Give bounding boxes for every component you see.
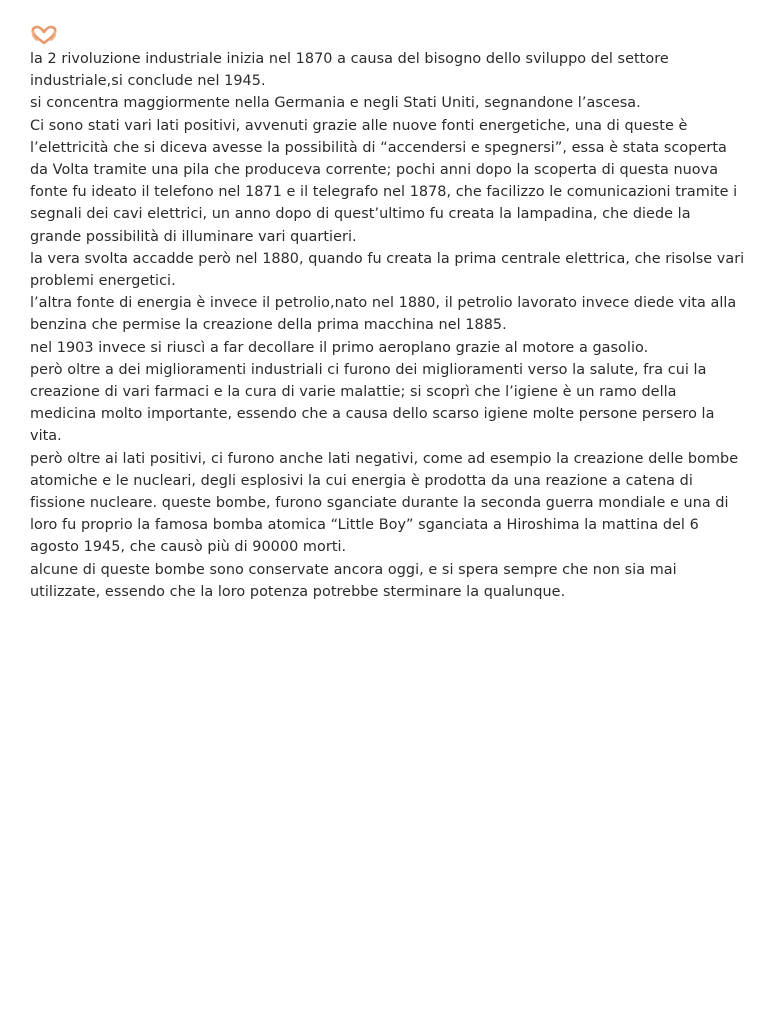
paragraph-1: la 2 rivoluzione industriale inizia nel 1870 a causa del bisogno dello sviluppo del settore industriale,si conclude nel 1945.	[30, 51, 669, 90]
paragraph-8: però oltre ai lati positivi, ci furono anche lati negativi, come ad esempio la creazione delle bombe atomiche e le nucleari, degli esplosivi la cui energia è prodotta da una reazione a catena di fissione nucleare. queste bombe, furono sganciate durante la seconda guerra mondiale e una di loro fu proprio la famosa bomba atomica “Little Boy” sganciata a Hiroshima la mattina del 6 agosto 1945, che causò più di 90000 morti.	[30, 450, 739, 556]
paragraph-9: alcune di queste bombe sono conservate ancora oggi, e si spera sempre che non sia mai utilizzate, essendo che la loro potenza potrebbe sterminare la qualunque.	[30, 561, 677, 600]
paragraph-6: nel 1903 invece si riuscì a far decollare il primo aeroplano grazie al motore a gasolio.	[30, 339, 649, 356]
heart-hands-icon	[30, 25, 58, 45]
paragraph-7: però oltre a dei miglioramenti industriali ci furono dei miglioramenti verso la salute, fra cui la creazione di vari farmaci e la cura di varie malattie; si scoprì che l’igiene è un ramo della medicina molto importante, essendo che a causa dello scarso igiene molte persone persero la vita.	[30, 361, 715, 445]
paragraph-5: l’altra fonte di energia è invece il petrolio,nato nel 1880, il petrolio lavorato invece diede vita alla benzina che permise la creazione della prima macchina nel 1885.	[30, 295, 737, 334]
note-body[interactable]	[30, 22, 746, 603]
paragraph-3: Ci sono stati vari lati positivi, avvenuti grazie alle nuove fonti energetiche, una di queste è l’elettricità che si diceva avesse la possibilità di “accendersi e spegnersi”, essa è stata scoperta da Volta tramite una pila che produceva corrente; pochi anni dopo la scoperta di questa nuova fonte fu ideato il telefono nel 1871 e il telegrafo nel 1878, che facilizzo le comunicazioni tramite i segnali dei cavi elettrici, un anno dopo di quest’ultimo fu creata la lampadina, che diede la grande possibilità di illuminare vari quartieri.	[30, 117, 738, 245]
paragraph-4: la vera svolta accadde però nel 1880, quando fu creata la prima centrale elettrica, che risolse vari problemi energetici.	[30, 250, 745, 290]
paragraph-2: si concentra maggiormente nella Germania e negli Stati Uniti, segnandone l’ascesa.	[30, 95, 641, 112]
emoji-row	[30, 22, 746, 48]
